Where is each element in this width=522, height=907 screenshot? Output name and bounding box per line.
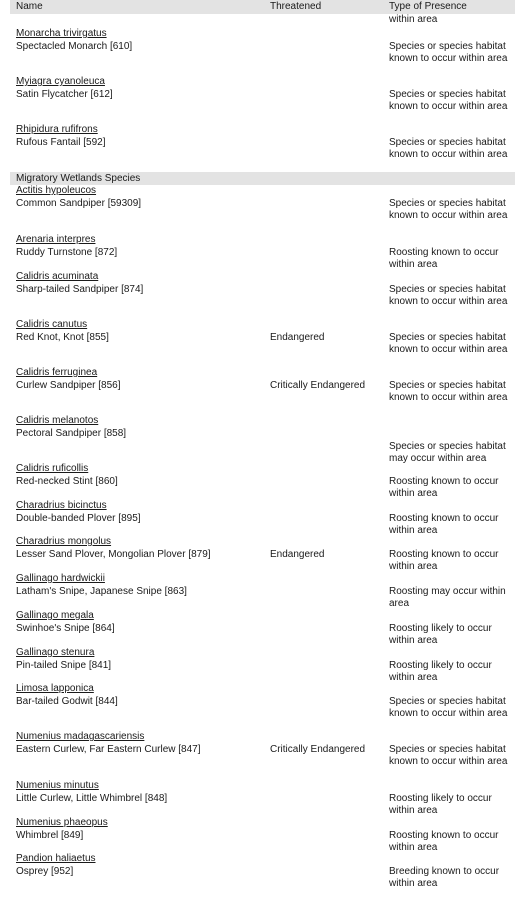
type-of-presence: Species or species habitat known to occur within area — [389, 137, 508, 160]
common-name: Swinhoe's Snipe [864] — [16, 623, 115, 634]
species-row — [16, 367, 515, 407]
header-name: Name — [16, 1, 43, 12]
species-row — [16, 573, 515, 613]
common-name: Red-necked Stint [860] — [16, 476, 118, 487]
scientific-name-link[interactable]: Limosa lapponica — [16, 683, 94, 694]
scientific-name-link[interactable]: Numenius minutus — [16, 780, 99, 791]
species-row — [16, 124, 515, 164]
common-name: Spectacled Monarch [610] — [16, 41, 133, 52]
scientific-name-link[interactable]: Charadrius mongolus — [16, 536, 112, 547]
header-threatened: Threatened — [270, 1, 322, 12]
common-name: Rufous Fantail [592] — [16, 137, 106, 148]
common-name: Lesser Sand Plover, Mongolian Plover [879] — [16, 549, 211, 560]
threatened-status: Critically Endangered — [270, 380, 366, 391]
scientific-name-link[interactable]: Monarcha trivirgatus — [16, 28, 107, 39]
species-row — [16, 28, 515, 68]
species-row — [16, 817, 515, 857]
type-of-presence: Species or species habitat known to occur within area — [389, 696, 508, 719]
type-of-presence: Roosting known to occur within area — [389, 513, 499, 536]
common-name: Sharp-tailed Sandpiper [874] — [16, 284, 144, 295]
species-row — [16, 76, 515, 116]
species-row — [16, 780, 515, 820]
type-of-presence: Roosting known to occur within area — [389, 549, 499, 572]
type-of-presence: Species or species habitat known to occur within area — [389, 744, 508, 767]
type-of-presence: Breeding known to occur within area — [389, 866, 500, 889]
species-row — [16, 853, 515, 893]
header-type-of-presence: Type of Presence — [389, 1, 467, 12]
scientific-name-link[interactable]: Calidris melanotos — [16, 415, 99, 426]
scientific-name-link[interactable]: Gallinago stenura — [16, 647, 95, 658]
type-of-presence: Roosting likely to occur within area — [389, 623, 492, 646]
species-row — [16, 185, 515, 225]
type-of-presence: Species or species habitat known to occur within area — [389, 380, 508, 403]
threatened-status: Critically Endangered — [270, 744, 366, 755]
type-of-presence: Species or species habitat may occur within area — [389, 441, 506, 464]
species-row — [16, 271, 515, 311]
common-name: Osprey [952] — [16, 866, 74, 877]
scientific-name-link[interactable]: Numenius madagascariensis — [16, 731, 145, 742]
common-name: Pin-tailed Snipe [841] — [16, 660, 112, 671]
scientific-name-link[interactable]: Numenius phaeopus — [16, 817, 108, 828]
type-of-presence: Species or species habitat known to occur within area — [389, 89, 508, 112]
common-name: Common Sandpiper [59309] — [16, 198, 142, 209]
species-row — [16, 683, 515, 723]
type-of-presence: Roosting likely to occur within area — [389, 793, 492, 816]
type-of-presence: Roosting known to occur within area — [389, 476, 499, 499]
common-name: Whimbrel [849] — [16, 830, 84, 841]
table-header — [10, 0, 515, 14]
species-row — [16, 731, 515, 771]
continued-presence-text: within area — [389, 14, 438, 25]
species-row — [16, 610, 515, 650]
common-name: Satin Flycatcher [612] — [16, 89, 113, 100]
type-of-presence: Species or species habitat known to occur within area — [389, 198, 508, 221]
species-row — [16, 536, 515, 576]
type-of-presence: Species or species habitat known to occur within area — [389, 332, 508, 355]
common-name: Red Knot, Knot [855] — [16, 332, 109, 343]
scientific-name-link[interactable]: Calidris acuminata — [16, 271, 99, 282]
common-name: Bar-tailed Godwit [844] — [16, 696, 118, 707]
common-name: Little Curlew, Little Whimbrel [848] — [16, 793, 168, 804]
type-of-presence: Species or species habitat known to occur within area — [389, 41, 508, 64]
species-row — [16, 500, 515, 540]
type-of-presence: Species or species habitat known to occur within area — [389, 284, 508, 307]
section-title: Migratory Wetlands Species — [16, 173, 141, 184]
species-row — [16, 234, 515, 274]
scientific-name-link[interactable]: Calidris ruficollis — [16, 463, 89, 474]
species-row — [16, 463, 515, 503]
scientific-name-link[interactable]: Gallinago megala — [16, 610, 94, 621]
type-of-presence: Roosting known to occur within area — [389, 830, 499, 853]
species-row — [16, 319, 515, 359]
scientific-name-link[interactable]: Pandion haliaetus — [16, 853, 96, 864]
threatened-status: Endangered — [270, 332, 325, 343]
section-heading — [10, 172, 515, 185]
type-of-presence: Roosting known to occur within area — [389, 247, 499, 270]
scientific-name-link[interactable]: Arenaria interpres — [16, 234, 96, 245]
scientific-name-link[interactable]: Charadrius bicinctus — [16, 500, 107, 511]
scientific-name-link[interactable]: Myiagra cyanoleuca — [16, 76, 105, 87]
scientific-name-link[interactable]: Calidris ferruginea — [16, 367, 98, 378]
common-name: Curlew Sandpiper [856] — [16, 380, 121, 391]
common-name: Ruddy Turnstone [872] — [16, 247, 118, 258]
threatened-status: Endangered — [270, 549, 325, 560]
common-name: Eastern Curlew, Far Eastern Curlew [847] — [16, 744, 201, 755]
common-name: Latham's Snipe, Japanese Snipe [863] — [16, 586, 187, 597]
common-name: Double-banded Plover [895] — [16, 513, 141, 524]
scientific-name-link[interactable]: Rhipidura rufifrons — [16, 124, 98, 135]
common-name: Pectoral Sandpiper [858] — [16, 428, 127, 439]
species-row — [16, 415, 515, 464]
scientific-name-link[interactable]: Calidris canutus — [16, 319, 88, 330]
type-of-presence: Roosting may occur within area — [389, 586, 506, 609]
type-of-presence: Roosting likely to occur within area — [389, 660, 492, 683]
species-row — [16, 647, 515, 687]
scientific-name-link[interactable]: Gallinago hardwickii — [16, 573, 105, 584]
scientific-name-link[interactable]: Actitis hypoleucos — [16, 185, 97, 196]
